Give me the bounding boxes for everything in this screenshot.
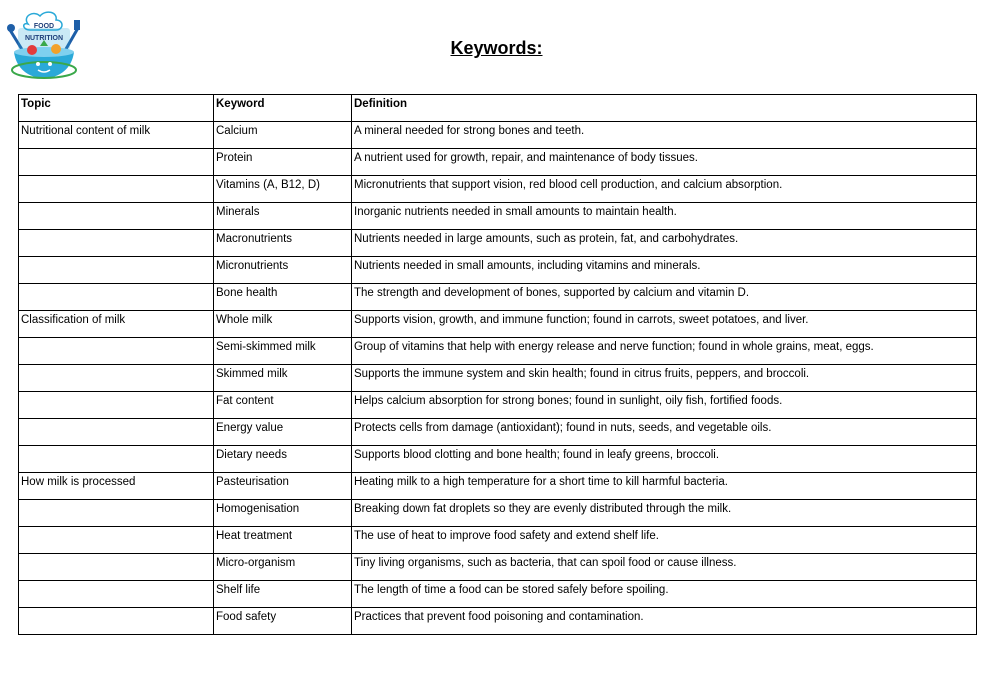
table-row <box>19 581 977 608</box>
definition-cell: The strength and development of bones, supported by calcium and vitamin D. <box>352 284 977 311</box>
definition-cell: Supports blood clotting and bone health; found in leafy greens, broccoli. <box>352 446 977 473</box>
definition-cell: Tiny living organisms, such as bacteria, that can spoil food or cause illness. <box>352 554 977 581</box>
table-row <box>19 122 977 149</box>
definition-cell: Supports the immune system and skin health; found in citrus fruits, peppers, and broccoli. <box>352 365 977 392</box>
table-row <box>19 230 977 257</box>
definition-cell: Nutrients needed in large amounts, such as protein, fat, and carbohydrates. <box>352 230 977 257</box>
definition-cell: Protects cells from damage (antioxidant); found in nuts, seeds, and vegetable oils. <box>352 419 977 446</box>
topic-cell <box>19 257 214 284</box>
topic-cell: How milk is processed <box>19 473 214 500</box>
definition-cell: Helps calcium absorption for strong bones; found in sunlight, oily fish, fortified foods. <box>352 392 977 419</box>
table-row <box>19 554 977 581</box>
header-topic: Topic <box>19 95 214 122</box>
keyword-cell: Bone health <box>214 284 352 311</box>
keyword-cell: Semi-skimmed milk <box>214 338 352 365</box>
keyword-cell: Shelf life <box>214 581 352 608</box>
keyword-cell: Fat content <box>214 392 352 419</box>
definition-cell: Practices that prevent food poisoning and contamination. <box>352 608 977 635</box>
table-row <box>19 500 977 527</box>
definition-cell: The use of heat to improve food safety and extend shelf life. <box>352 527 977 554</box>
table-row <box>19 311 977 338</box>
definition-cell: Supports vision, growth, and immune function; found in carrots, sweet potatoes, and liver. <box>352 311 977 338</box>
keyword-cell: Micro-organism <box>214 554 352 581</box>
svg-text:NUTRITION: NUTRITION <box>24 35 64 42</box>
definition-cell: Heating milk to a high temperature for a short time to kill harmful bacteria. <box>352 473 977 500</box>
table-row <box>19 473 977 500</box>
keyword-cell: Energy value <box>214 419 352 446</box>
table-row <box>19 149 977 176</box>
table-row <box>19 446 977 473</box>
table-row <box>19 284 977 311</box>
topic-cell <box>19 554 214 581</box>
topic-cell <box>19 284 214 311</box>
keyword-cell: Vitamins (A, B12, D) <box>214 176 352 203</box>
table-row <box>19 338 977 365</box>
table-row <box>19 608 977 635</box>
definition-cell: Micronutrients that support vision, red blood cell production, and calcium absorption. <box>352 176 977 203</box>
topic-cell <box>19 365 214 392</box>
definition-cell: Nutrients needed in small amounts, including vitamins and minerals. <box>352 257 977 284</box>
keyword-cell: Dietary needs <box>214 446 352 473</box>
keyword-cell: Micronutrients <box>214 257 352 284</box>
table-row <box>19 365 977 392</box>
topic-cell <box>19 500 214 527</box>
topic-cell <box>19 527 214 554</box>
definition-cell: Group of vitamins that help with energy release and nerve function; found in whole grains, meat, eggs. <box>352 338 977 365</box>
keyword-cell: Macronutrients <box>214 230 352 257</box>
topic-cell <box>19 149 214 176</box>
table-header-row <box>19 95 977 122</box>
definition-cell: The length of time a food can be stored safely before spoiling. <box>352 581 977 608</box>
topic-cell <box>19 419 214 446</box>
keyword-cell: Calcium <box>214 122 352 149</box>
table-row <box>19 392 977 419</box>
table-row <box>19 257 977 284</box>
keyword-cell: Protein <box>214 149 352 176</box>
topic-cell <box>19 446 214 473</box>
definition-cell: Breaking down fat droplets so they are evenly distributed through the milk. <box>352 500 977 527</box>
topic-cell <box>19 608 214 635</box>
keywords-table <box>18 94 977 635</box>
definition-cell: A nutrient used for growth, repair, and maintenance of body tissues. <box>352 149 977 176</box>
definition-cell: Inorganic nutrients needed in small amounts to maintain health. <box>352 203 977 230</box>
topic-cell <box>19 392 214 419</box>
keyword-cell: Heat treatment <box>214 527 352 554</box>
topic-cell <box>19 338 214 365</box>
keyword-cell: Minerals <box>214 203 352 230</box>
table-row <box>19 419 977 446</box>
table-row <box>19 176 977 203</box>
topic-cell: Nutritional content of milk <box>19 122 214 149</box>
topic-cell <box>19 176 214 203</box>
header-keyword: Keyword <box>214 95 352 122</box>
keyword-cell: Homogenisation <box>214 500 352 527</box>
topic-cell <box>19 230 214 257</box>
topic-cell: Classification of milk <box>19 311 214 338</box>
keyword-cell: Skimmed milk <box>214 365 352 392</box>
table-row <box>19 527 977 554</box>
definition-cell: A mineral needed for strong bones and teeth. <box>352 122 977 149</box>
page-title: Keywords: <box>450 38 543 58</box>
table-row <box>19 203 977 230</box>
topic-cell <box>19 581 214 608</box>
svg-text:FOOD: FOOD <box>33 23 55 30</box>
keyword-cell: Whole milk <box>214 311 352 338</box>
keyword-cell: Pasteurisation <box>214 473 352 500</box>
topic-cell <box>19 203 214 230</box>
header-definition: Definition <box>352 95 977 122</box>
keyword-cell: Food safety <box>214 608 352 635</box>
